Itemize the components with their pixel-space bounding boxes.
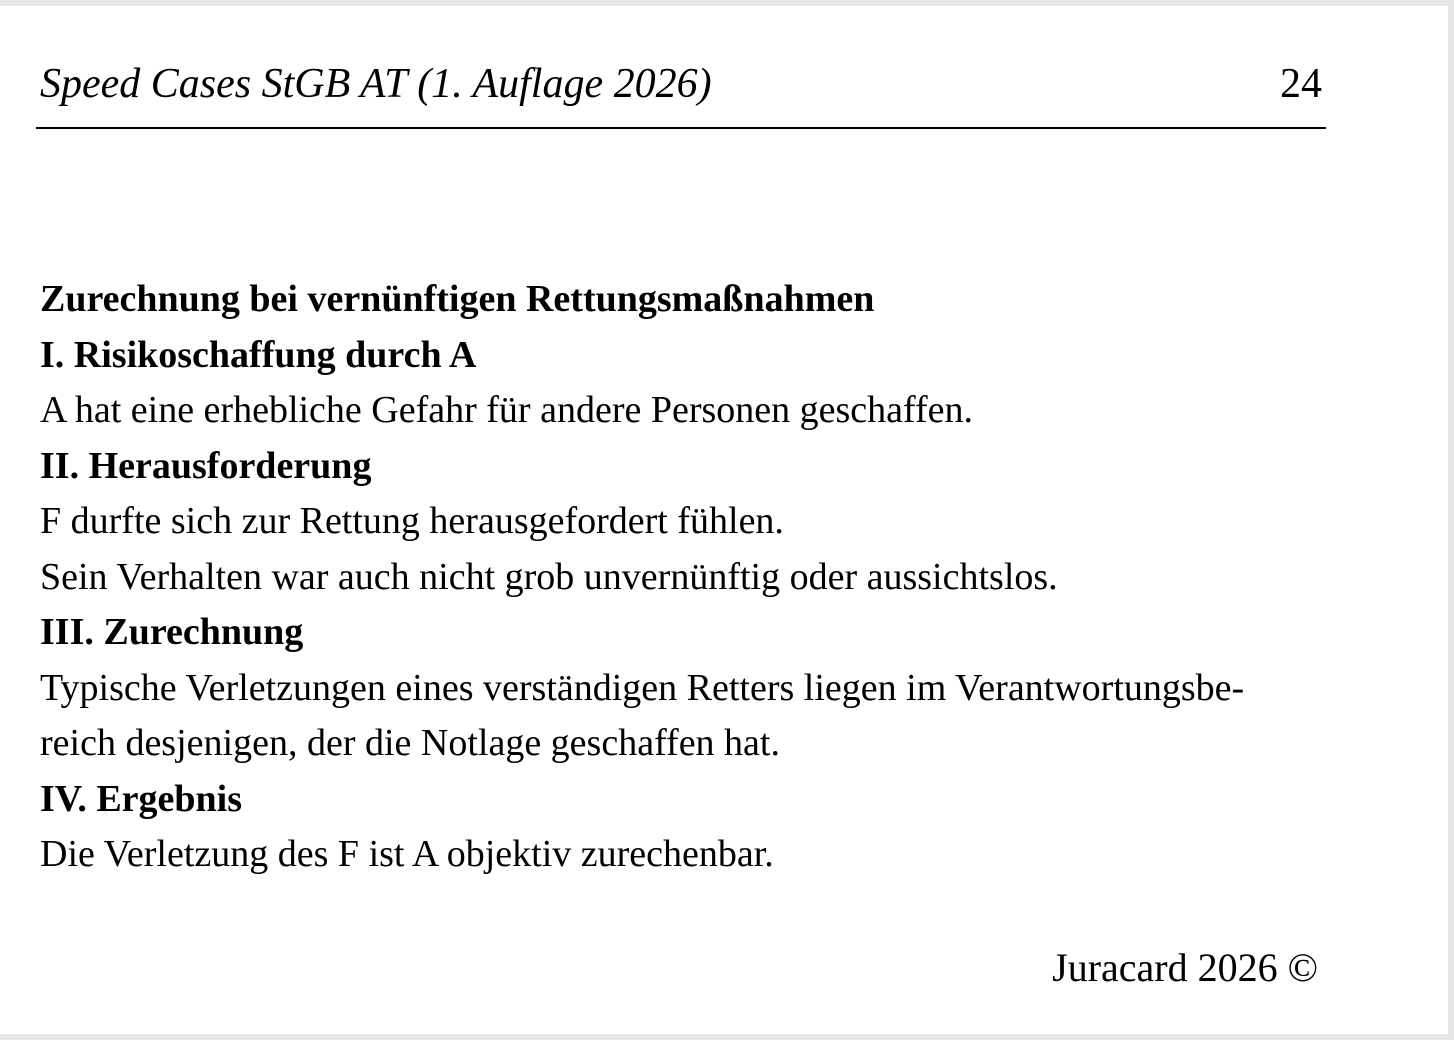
section-title: II. Herausforderung <box>40 444 372 487</box>
section-text: reich desjenigen, der die Notlage geschaffen hat. <box>40 722 780 764</box>
section-text: Sein Verhalten war auch nicht grob unvernünftig oder aussichtslos. <box>40 555 1058 598</box>
copyright-footer: Juracard 2026 © <box>1052 945 1318 990</box>
section-title: III. Zurechnung <box>40 611 304 653</box>
page-number: 24 <box>1280 61 1322 107</box>
book-title: Speed Cases StGB AT (1. Auflage 2026) <box>40 61 712 107</box>
section-text: A hat eine erhebliche Gefahr für andere Personen geschaffen. <box>40 389 974 431</box>
case-solution <box>40 272 1400 883</box>
section-title: IV. Ergebnis <box>40 777 243 820</box>
section-text: Typische Verletzungen eines verständigen Retters liegen im Verantwortungsbe- <box>40 666 1245 709</box>
document-page <box>0 6 1448 1034</box>
section-text: Die Verletzung des F ist A objektiv zurechenbar. <box>40 833 774 875</box>
section-title: I. Risikoschaffung durch A <box>40 333 477 376</box>
case-heading: Zurechnung bei vernünftigen Rettungsmaßnahmen <box>40 278 875 320</box>
page-header <box>36 6 1326 129</box>
section-text: F durfte sich zur Rettung herausgefordert fühlen. <box>40 500 784 542</box>
